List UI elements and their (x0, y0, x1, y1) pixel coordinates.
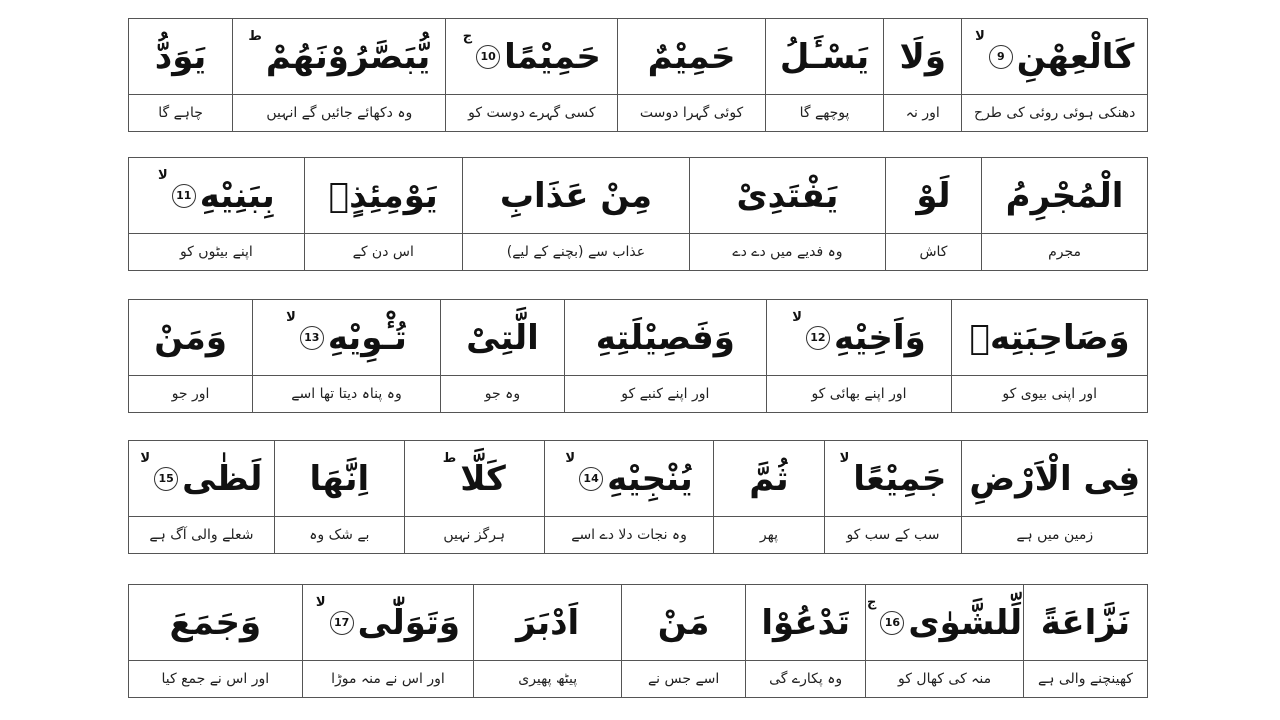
urdu-meaning: کوئی گہرا دوست (639, 105, 744, 121)
arabic-word (766, 19, 883, 95)
ayah-number-badge: 13 (300, 326, 324, 350)
word-cell (129, 585, 302, 697)
word-cell (617, 19, 765, 131)
urdu-meaning: اور نہ (905, 105, 940, 121)
arabic-word (952, 300, 1147, 376)
arabic-word (565, 300, 766, 376)
arabic-word (1024, 585, 1147, 661)
arabic-text: وَمَنْ (154, 317, 227, 358)
urdu-meaning: وہ پکارے گی (769, 671, 843, 687)
word-cell (564, 300, 766, 412)
word-cell (462, 158, 689, 270)
urdu-meaning: پھر (759, 527, 778, 543)
arabic-word (767, 300, 952, 376)
arabic-text: كَالْعِهْنِ (1016, 36, 1135, 77)
arabic-text: نَزَّاعَةً (1040, 602, 1131, 643)
arabic-word (825, 441, 962, 517)
word-cell (544, 441, 714, 553)
arabic-text: وَاَخِيْهِ (833, 317, 926, 358)
urdu-meaning: پیٹھ پھیری (518, 671, 578, 687)
arabic-word (884, 19, 961, 95)
urdu-meaning: اور اپنے کنبے کو (621, 386, 710, 402)
arabic-text: وَتَوَلّٰى (357, 602, 460, 643)
arabic-text: حَمِيْمٌ (647, 36, 736, 77)
urdu-meaning: اس دن کے (352, 244, 414, 260)
word-cell (766, 300, 952, 412)
arabic-text: الْمُجْرِمُ (1005, 175, 1124, 216)
arabic-text: مِنْ عَذَابِ (499, 175, 653, 216)
arabic-text: فِى الْاَرْضِ (969, 458, 1141, 499)
urdu-meaning: اور اس نے منہ موڑا (331, 671, 445, 687)
arabic-word (275, 441, 404, 517)
arabic-word (129, 158, 304, 234)
arabic-text: لَوْ (916, 175, 951, 216)
waqf-stop-mark: لا (792, 310, 802, 325)
urdu-meaning: اور اپنی بیوی کو (1002, 386, 1097, 402)
arabic-text: وَجَمَعَ (169, 602, 262, 643)
arabic-word (253, 300, 440, 376)
arabic-word (463, 158, 689, 234)
urdu-meaning: کھینچنے والی ہے (1038, 671, 1133, 687)
urdu-meaning: ہرگز نہیں (443, 527, 506, 543)
arabic-text: يَوَدُّ (154, 36, 207, 77)
arabic-text: يَوْمِئِذٍۢ (328, 175, 438, 216)
urdu-meaning: وہ دکھائے جائیں گے انہیں (266, 105, 413, 121)
word-cell (473, 585, 621, 697)
word-cell (304, 158, 462, 270)
word-cell (1023, 585, 1147, 697)
word-cell (232, 19, 445, 131)
urdu-meaning: شعلے والی آگ ہے (149, 527, 254, 543)
arabic-text: يَسْـَٔلُ (779, 36, 870, 77)
waqf-stop-mark: لا (975, 29, 985, 44)
arabic-word (441, 300, 564, 376)
arabic-word (886, 158, 981, 234)
word-cell (440, 300, 564, 412)
arabic-text: وَفَصِيْلَتِهِ (595, 317, 735, 358)
ayah-number-badge: 16 (880, 611, 904, 635)
word-cell (129, 300, 252, 412)
word-cell (302, 585, 474, 697)
arabic-text: الَّتِىْ (466, 317, 539, 358)
arabic-word (233, 19, 445, 95)
urdu-meaning: کاش (919, 244, 948, 260)
word-cell (404, 441, 544, 553)
ayah-number-badge: 12 (806, 326, 830, 350)
arabic-word (746, 585, 865, 661)
urdu-meaning: اور اس نے جمع کیا (161, 671, 270, 687)
arabic-text: كَلَّا (460, 458, 506, 499)
urdu-meaning: کسی گہرے دوست کو (468, 105, 596, 121)
waqf-stop-mark: لا (158, 168, 168, 183)
arabic-text: اَدْبَرَ (516, 602, 580, 643)
arabic-word (474, 585, 621, 661)
urdu-meaning: چاہے گا (158, 105, 203, 121)
waqf-stop-mark: لا (839, 451, 850, 466)
arabic-text: تُـْٔوِيْهِ (327, 317, 407, 358)
word-cell (274, 441, 404, 553)
word-cell (961, 19, 1147, 131)
waqf-stop-mark: ج (462, 29, 473, 44)
word-cell (865, 585, 1023, 697)
ayah-number-badge: 10 (476, 45, 500, 69)
arabic-text: يُنْجِيْهِ (607, 458, 693, 499)
word-row-5 (128, 584, 1148, 698)
arabic-text: يَفْتَدِىْ (736, 175, 839, 216)
urdu-meaning: پوچھے گا (799, 105, 850, 121)
ayah-number-badge: 14 (579, 467, 603, 491)
arabic-text: حَمِيْمًا (504, 36, 601, 77)
urdu-meaning: اپنے بیٹوں کو (179, 244, 253, 260)
arabic-word (446, 19, 617, 95)
urdu-meaning: منہ کی کھال کو (898, 671, 992, 687)
word-cell (885, 158, 981, 270)
word-cell (824, 441, 962, 553)
word-cell (445, 19, 617, 131)
urdu-meaning: اور اپنے بھائی کو (811, 386, 907, 402)
arabic-word (129, 585, 302, 661)
waqf-stop-mark: ط (442, 451, 457, 466)
arabic-word (866, 585, 1023, 661)
word-cell (961, 441, 1147, 553)
arabic-text: وَلَا (899, 36, 946, 77)
urdu-meaning: عذاب سے (بچنے کے لیے) (506, 244, 646, 260)
arabic-text: لَظٰى (182, 458, 263, 499)
arabic-word (545, 441, 714, 517)
arabic-text: بِبَنِيْهِ (199, 175, 275, 216)
waqf-stop-mark: لا (315, 595, 326, 610)
arabic-word (129, 19, 232, 95)
arabic-text: جَمِيْعًا (853, 458, 947, 499)
arabic-word (714, 441, 823, 517)
urdu-meaning: وہ پناہ دیتا تھا اسے (291, 386, 402, 402)
arabic-text: ثُمَّ (749, 458, 789, 499)
waqf-stop-mark: لا (140, 451, 151, 466)
word-cell (129, 158, 304, 270)
arabic-word (303, 585, 474, 661)
urdu-meaning: وہ نجات دلا دے اسے (571, 527, 687, 543)
arabic-word (962, 441, 1147, 517)
word-cell (765, 19, 883, 131)
ayah-number-badge: 15 (154, 467, 178, 491)
waqf-stop-mark: ط (248, 29, 262, 44)
word-cell (129, 19, 232, 131)
word-row-2 (128, 157, 1148, 271)
arabic-text: مَنْ (657, 602, 710, 643)
arabic-word (405, 441, 544, 517)
word-cell (621, 585, 745, 697)
word-row-4 (128, 440, 1148, 554)
arabic-word (962, 19, 1147, 95)
word-cell (713, 441, 823, 553)
arabic-word (305, 158, 462, 234)
arabic-word (618, 19, 765, 95)
word-cell (883, 19, 961, 131)
urdu-meaning: مجرم (1048, 244, 1082, 260)
urdu-meaning: اور جو (171, 386, 210, 402)
word-cell (129, 441, 274, 553)
urdu-meaning: اسے جس نے (647, 671, 720, 687)
arabic-text: تَدْعُوْا (761, 602, 850, 643)
word-cell (689, 158, 885, 270)
arabic-text: اِنَّهَا (309, 458, 370, 499)
word-cell (745, 585, 865, 697)
word-cell (252, 300, 440, 412)
arabic-word (129, 300, 252, 376)
arabic-word (622, 585, 745, 661)
arabic-word (982, 158, 1147, 234)
ayah-number-badge: 11 (172, 184, 196, 208)
urdu-meaning: وہ فدیے میں دے دے (732, 244, 843, 260)
arabic-word (129, 441, 274, 517)
word-cell (951, 300, 1147, 412)
ayah-number-badge: 17 (330, 611, 354, 635)
waqf-stop-mark: لا (286, 310, 296, 325)
urdu-meaning: وہ جو (484, 386, 521, 402)
urdu-meaning: سب کے سب کو (846, 527, 940, 543)
arabic-text: يُّبَصَّرُوْنَهُمْ (265, 36, 431, 77)
waqf-stop-mark: ج (867, 595, 877, 610)
urdu-meaning: دھنکی ہوئی روئی کی طرح (974, 105, 1136, 121)
arabic-text: وَصَاحِبَتِهٖ (969, 317, 1130, 358)
word-row-1 (128, 18, 1148, 132)
arabic-text: لِّلشَّوٰى (908, 602, 1023, 643)
word-row-3 (128, 299, 1148, 413)
waqf-stop-mark: لا (565, 451, 576, 466)
ayah-number-badge: 9 (989, 45, 1013, 69)
urdu-meaning: بے شک وہ (309, 527, 370, 543)
arabic-word (690, 158, 885, 234)
urdu-meaning: زمین میں ہے (1016, 527, 1094, 543)
word-cell (981, 158, 1147, 270)
